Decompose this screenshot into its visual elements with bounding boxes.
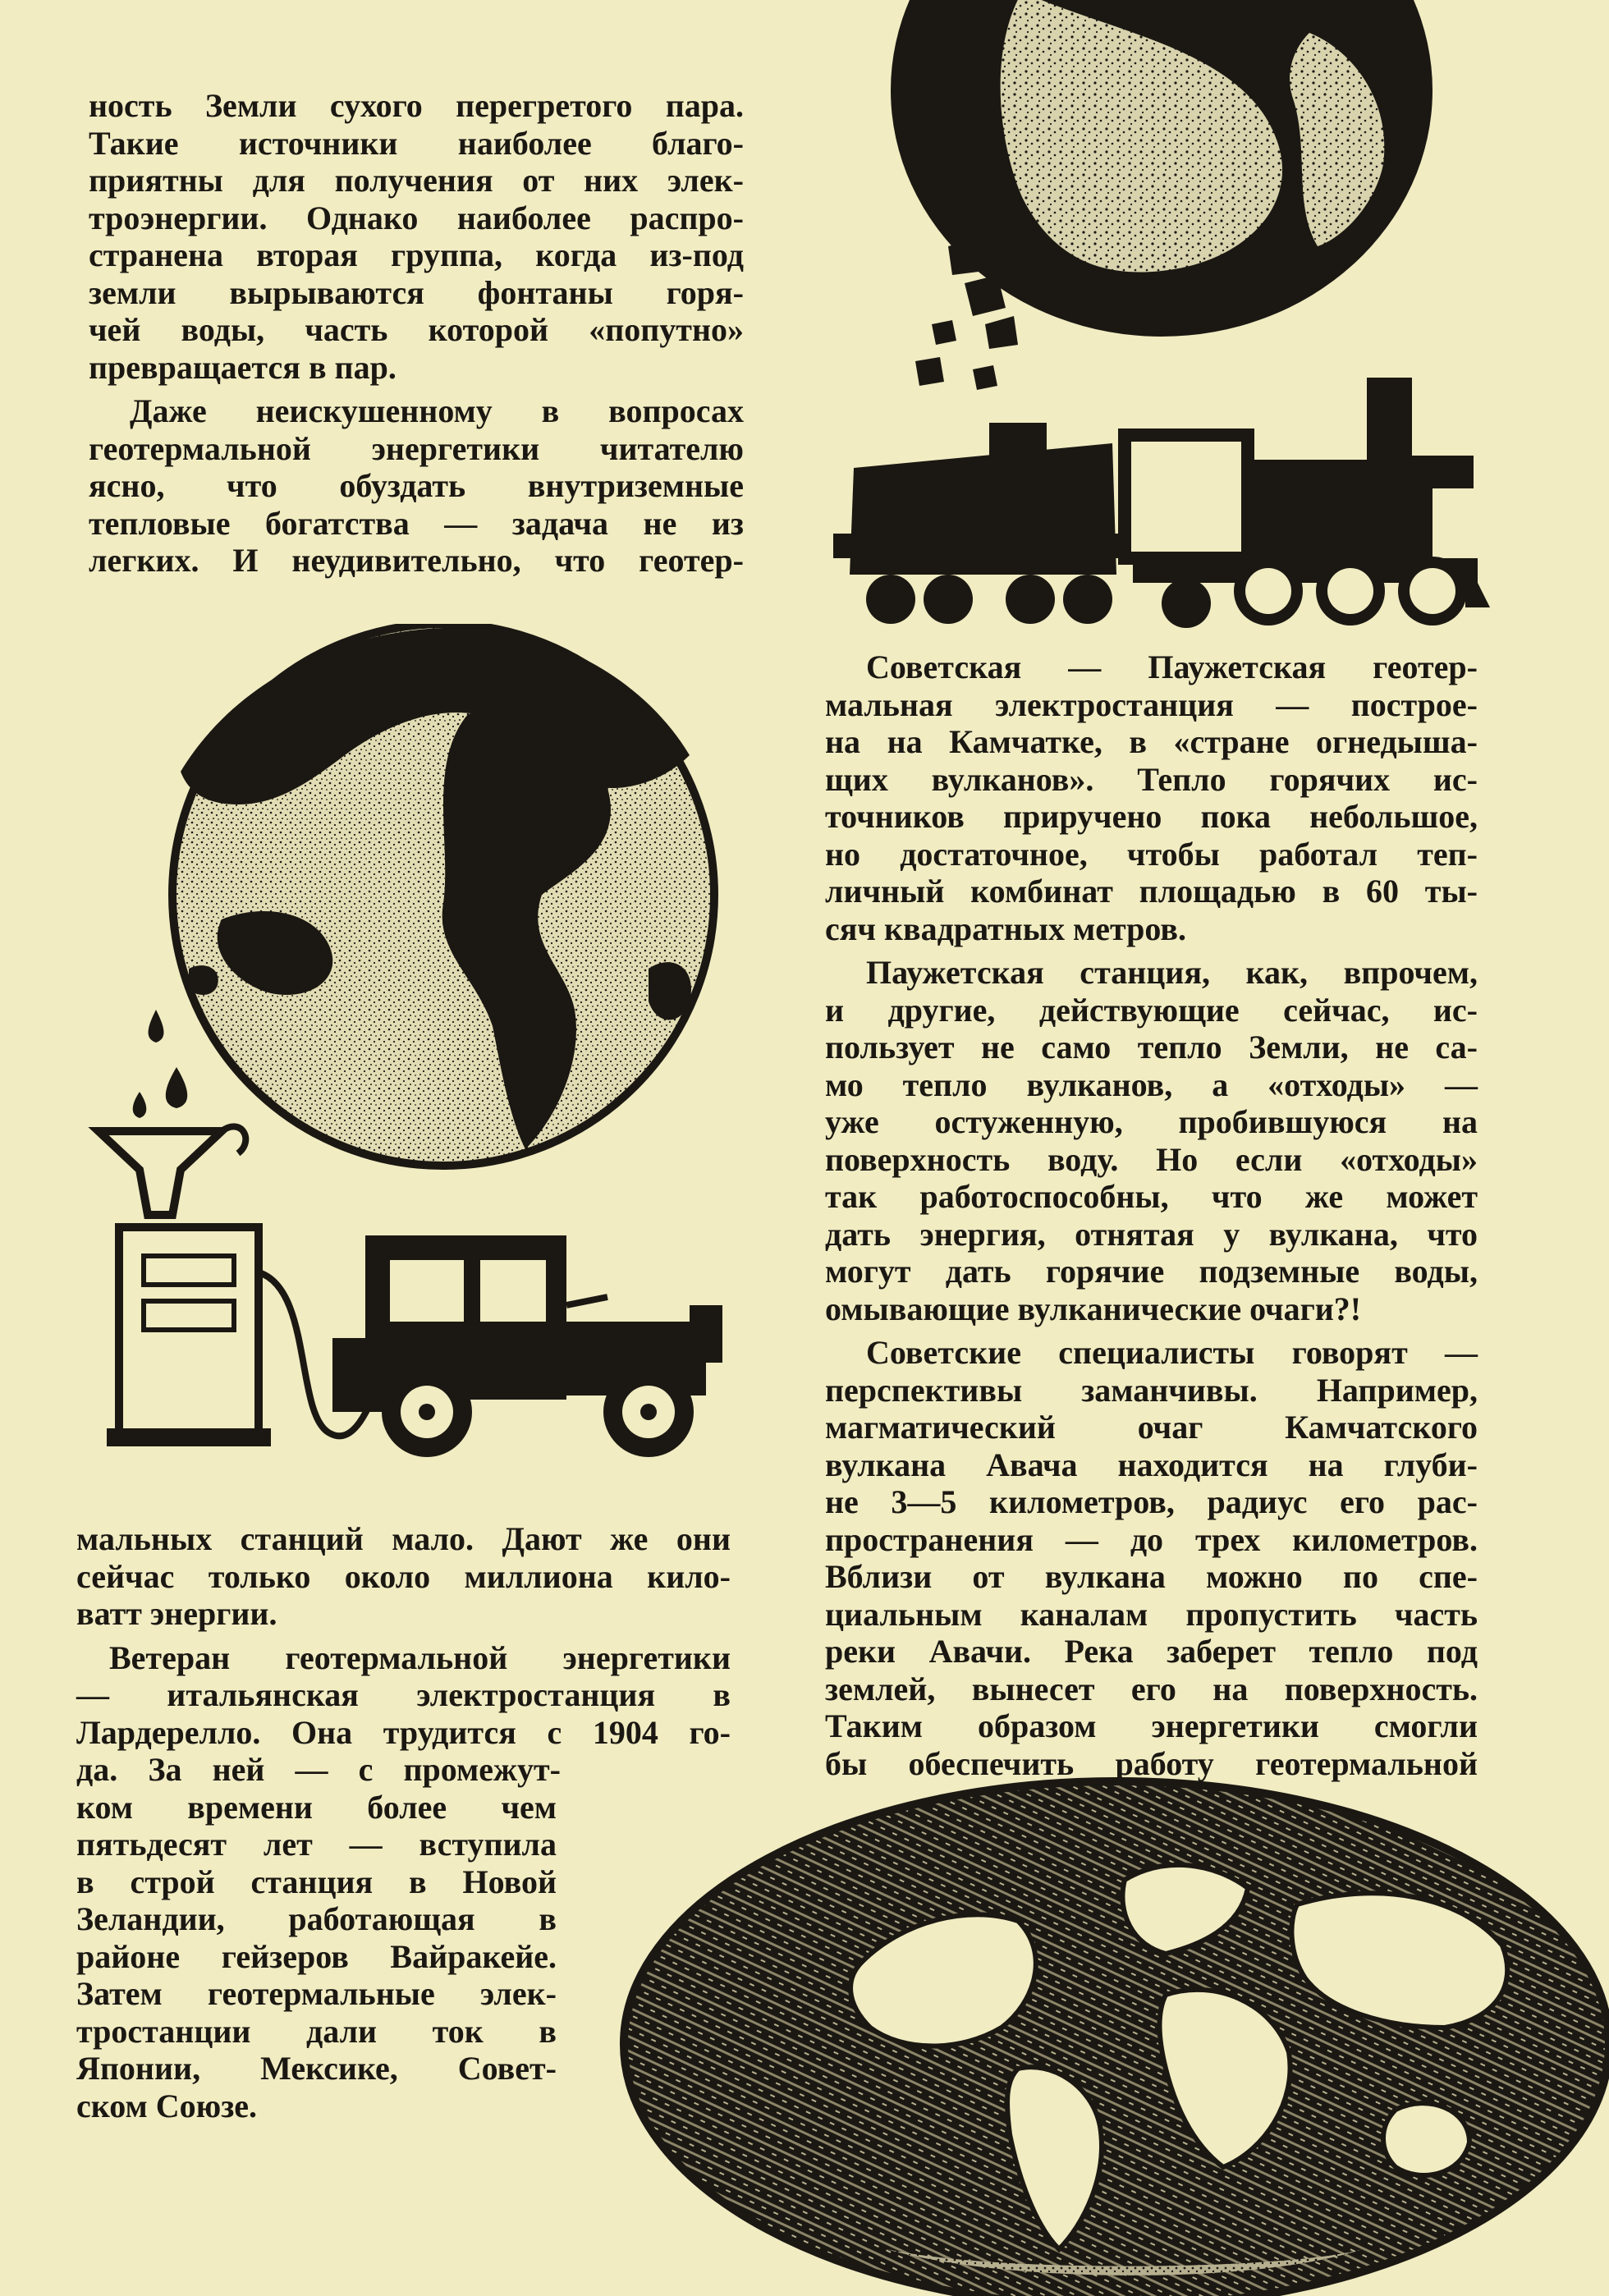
text-left-top xyxy=(89,87,744,580)
paragraph: ность Земли сухого перегретого пара. Такие источники наиболее благо- приятны для получения от них элек- троэнергии. Однако наиболее распро- странена вторая группа, когда из-под земли вырываются фонтаны горя- чей воды, часть которой «попутно» превращается в пар. xyxy=(89,87,744,386)
paragraph: мальных станций мало. Дают же они сейчас только около миллиона кило- ватт энергии. xyxy=(76,1520,731,1632)
paragraph: Ветеран геотермальной энергетики — итальянская электростанция в Лардерелло. Она трудится с 1904 го- да. За ней — с промежут- ком времени более чем пятьдесят лет — вступила в строй станция в Новой Зеландии, работающая в районе гейзеров Вайракейе. Затем геотермальные элек- тростанции дали ток в Японии, Мексике, Совет- ском Союзе. xyxy=(76,1638,731,2124)
paragraph: Советские специалисты говорят — перспективы заманчивы. Например, магматический очаг Камчатского вулкана Авача находится на глуби- не 3—5 километров, радиус его рас- пространения — до трех километров. Вблизи от вулкана можно по спе- циальным каналам пропустить часть реки Авачи. Река заберет тепло под землей, вынесет его на поверхность. Таким образом энергетики смогли бы обеспечить работу геотермальной xyxy=(825,1334,1478,1782)
text-left-bottom xyxy=(76,1520,731,2124)
globe-locomotive-illustration xyxy=(817,0,1490,632)
text-right-middle xyxy=(825,648,1478,1782)
steam-locomotive xyxy=(833,378,1490,628)
globe-middle xyxy=(172,624,714,1166)
paragraph: Даже неискушенному в вопросах геотермальной энергетики читателю ясно, что обуздать внутриземные тепловые богатства — задача не из легких. И неудивительно, что геотер- xyxy=(89,392,744,579)
vintage-car xyxy=(332,1235,722,1457)
oil-drops xyxy=(133,1010,187,1118)
funnel xyxy=(99,1126,245,1215)
fuel-pump xyxy=(107,1227,394,1446)
paragraph: Паужетская станция, как, впрочем, и другие, действующие сейчас, ис- пользует не само тепло Земли, не са- мо тепло вулканов, а «отходы» — уже остуженную, пробившуюся на поверхность воду. Но если «отходы» так работоспособны, что же может дать энергия, отнятая у вулкана, что могут дать горячие подземные воды, омывающие вулканические очаги?! xyxy=(825,954,1478,1327)
globe-fuel-car-illustration xyxy=(82,624,804,1486)
paragraph: Советская — Паужетская геотер- мальная электростанция — построе- на на Камчатке, в «стране огнедыша- щих вулканов». Тепло горячих ис- точников приручено пока небольшое, но достаточное, чтобы работал теп- личный комбинат площадью в 60 ты- сяч квадратных метров. xyxy=(825,648,1478,947)
oval-world-map-illustration xyxy=(591,1757,1609,2296)
